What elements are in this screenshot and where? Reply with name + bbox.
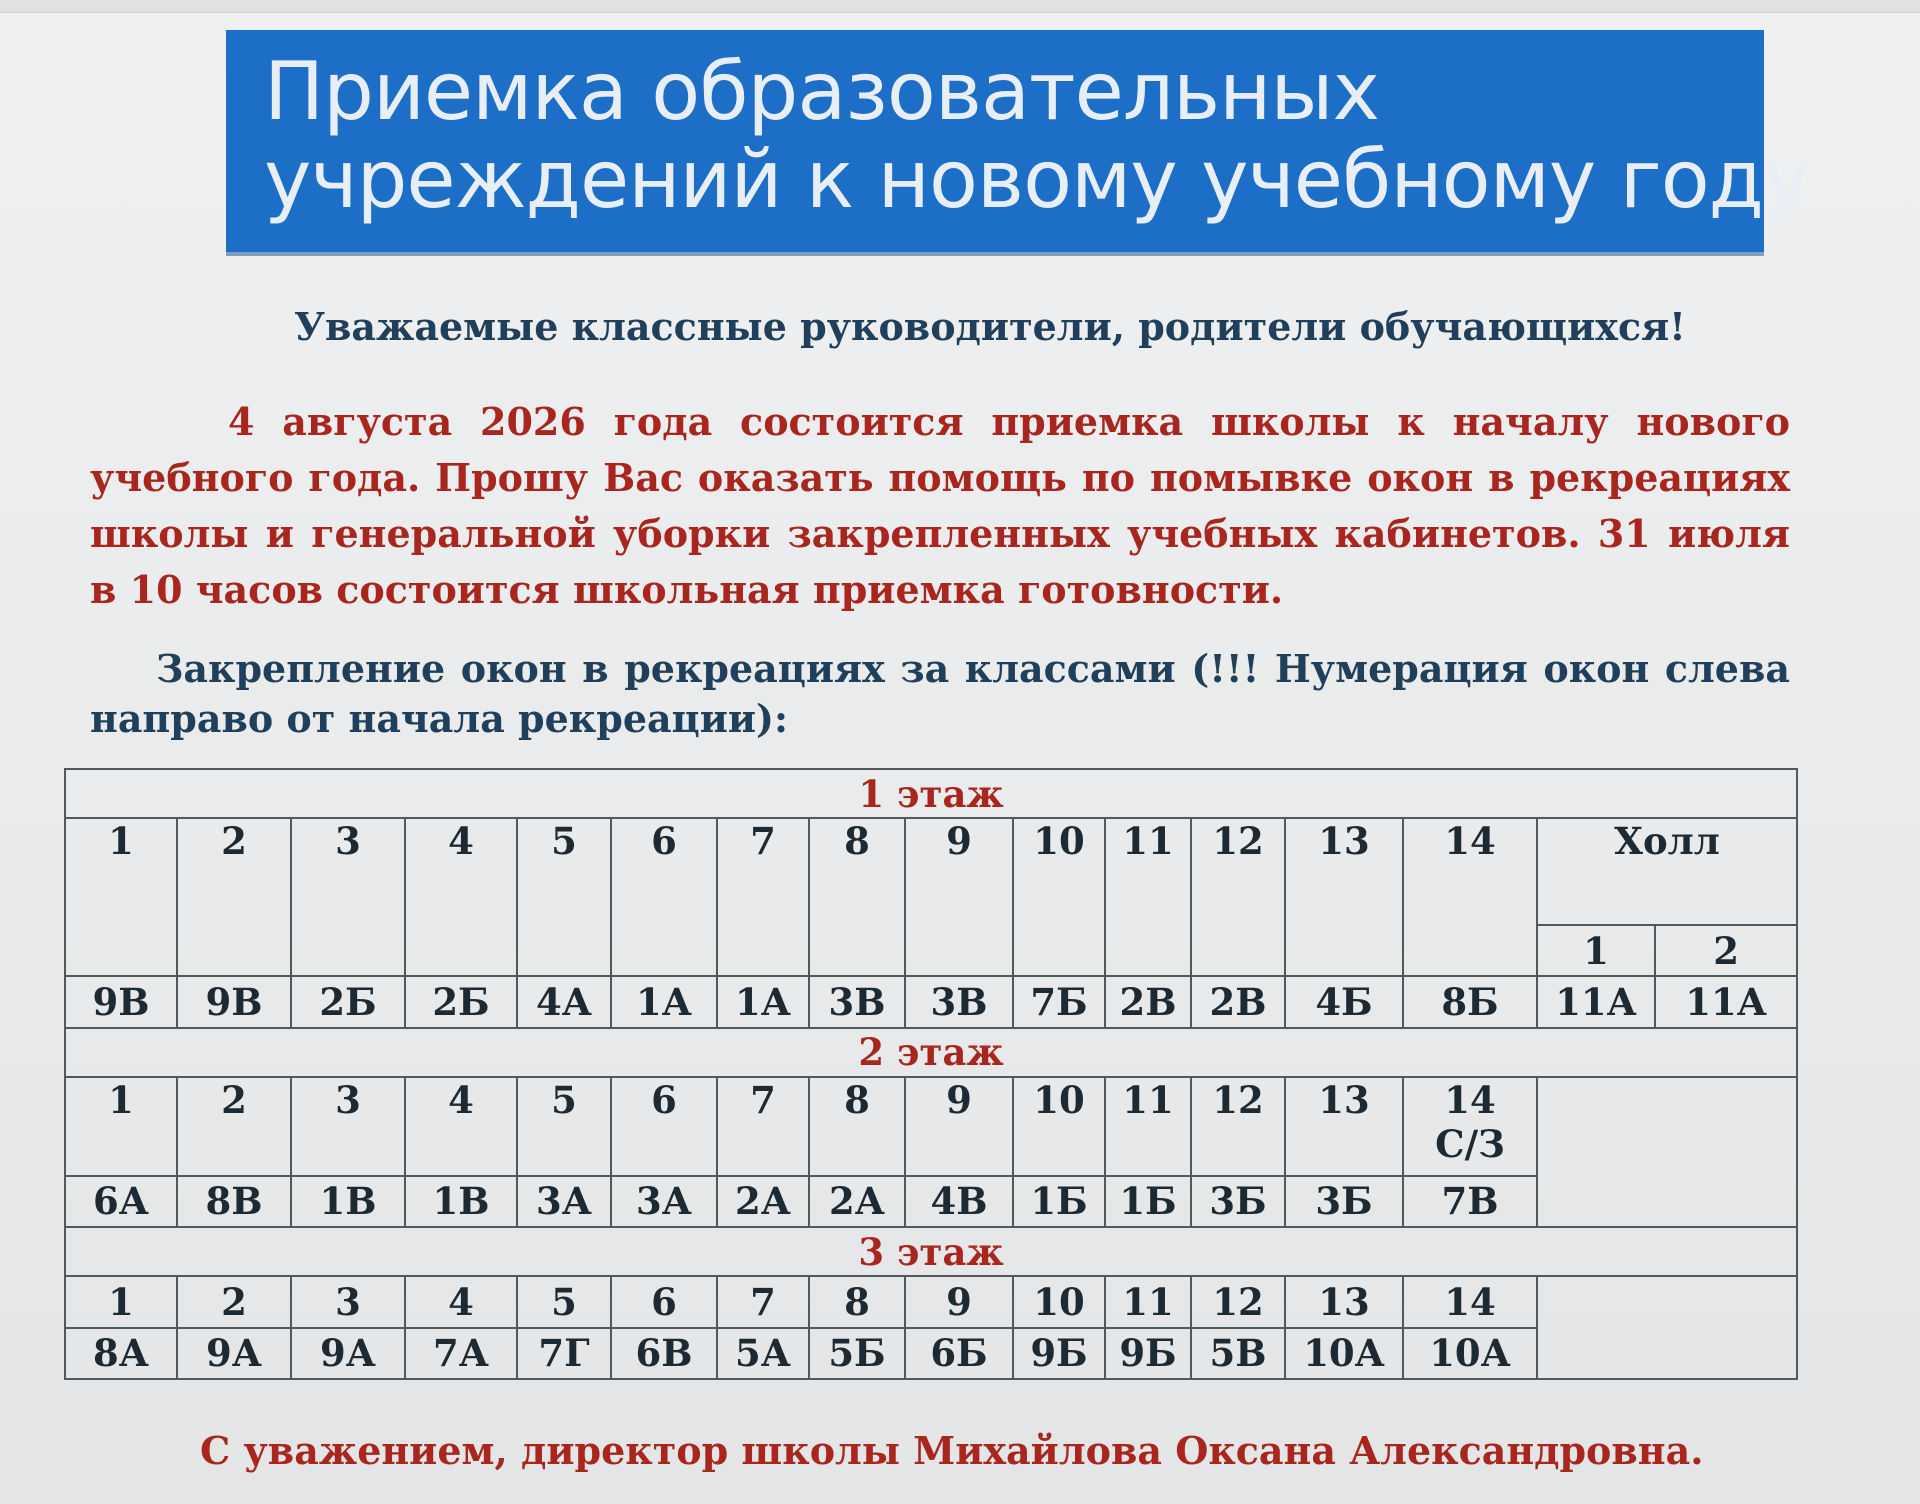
assigned-class: 2А	[717, 1176, 809, 1227]
window-numbers-row	[65, 1276, 1797, 1327]
greeting: Уважаемые классные руководители, родители обучающихся!	[294, 304, 1686, 349]
assigned-class: 4В	[905, 1176, 1013, 1227]
hall-window-number: 1	[1537, 925, 1655, 976]
window-number-text: 8	[844, 1078, 870, 1123]
assigned-class: 1Б	[1013, 1176, 1105, 1227]
floor-header-row	[65, 1227, 1797, 1276]
window-number: 2	[177, 1276, 291, 1327]
window-number: 9	[905, 818, 1013, 976]
window-number: 4	[405, 818, 517, 976]
window-number: 7	[717, 1276, 809, 1327]
assigned-class: 7Г	[517, 1328, 611, 1379]
assigned-class: 10А	[1403, 1328, 1537, 1379]
title-banner	[226, 30, 1810, 252]
hall-assigned-class: 11А	[1537, 976, 1655, 1027]
assigned-class: 7А	[405, 1328, 517, 1379]
floor-header-row	[65, 769, 1797, 818]
window-number	[1013, 1077, 1105, 1176]
window-number-text: 2	[221, 1078, 247, 1123]
banner-title-line-2: учреждений к новому учебному году	[264, 133, 1810, 226]
assigned-class: 3Б	[1191, 1176, 1285, 1227]
window-number: 14	[1403, 818, 1537, 976]
assigned-class: 2В	[1191, 976, 1285, 1027]
window-number: 14	[1403, 1276, 1537, 1327]
window-number	[611, 1077, 717, 1176]
window-number: 3	[291, 1276, 405, 1327]
notice-paragraph: 4 августа 2026 года состоится приемка школы к началу нового учебного года. Прошу Вас оказать помощь по помывке окон в рекреациях школы и генеральной уборки закрепленных учебных кабинетов. 31 июля в 10 часов состоится школьная приемка готовности.	[90, 399, 1790, 612]
window-number-text: 5	[551, 1078, 577, 1123]
window-number-text: 12	[1212, 1078, 1264, 1123]
window-number	[65, 1077, 177, 1176]
assigned-class: 8Б	[1403, 976, 1537, 1027]
window-numbers-row	[65, 1077, 1797, 1176]
window-number-text: 13	[1318, 1078, 1370, 1123]
assigned-class: 2Б	[291, 976, 405, 1027]
window-number	[517, 1077, 611, 1176]
banner-title-line-1: Приемка образовательных	[264, 45, 1379, 138]
assigned-class: 5Б	[809, 1328, 905, 1379]
gym-label: С/З	[1435, 1122, 1505, 1167]
window-number-text: 11	[1122, 1078, 1174, 1123]
window-number-text: 10	[1033, 1078, 1085, 1123]
window-number	[1403, 1077, 1537, 1176]
assigned-class: 2А	[809, 1176, 905, 1227]
window-number: 13	[1285, 1276, 1403, 1327]
window-number: 10	[1013, 818, 1105, 976]
window-number: 12	[1191, 818, 1285, 976]
assigned-class: 9Б	[1105, 1328, 1191, 1379]
assigned-class: 6А	[65, 1176, 177, 1227]
window-number: 10	[1013, 1276, 1105, 1327]
window-number: 8	[809, 1276, 905, 1327]
window-number	[1191, 1077, 1285, 1176]
window-number: 12	[1191, 1276, 1285, 1327]
window-number-text: 6	[651, 1078, 677, 1123]
assigned-class: 8А	[65, 1328, 177, 1379]
window-number: 11	[1105, 1276, 1191, 1327]
window-number	[291, 1077, 405, 1176]
window-assignment-table	[64, 768, 1798, 1380]
window-number: 1	[65, 818, 177, 976]
window-number	[405, 1077, 517, 1176]
window-number	[1285, 1077, 1403, 1176]
assigned-class: 10А	[1285, 1328, 1403, 1379]
hall-title: Холл	[1537, 818, 1797, 925]
window-number: 2	[177, 818, 291, 976]
assigned-class: 3Б	[1285, 1176, 1403, 1227]
assigned-class: 3А	[517, 1176, 611, 1227]
assigned-class: 5А	[717, 1328, 809, 1379]
assigned-class: 7В	[1403, 1176, 1537, 1227]
window-number: 11	[1105, 818, 1191, 976]
window-number-text: 9	[946, 1078, 972, 1123]
floor-header-row	[65, 1028, 1797, 1077]
window-number: 3	[291, 818, 405, 976]
assigned-class: 9В	[65, 976, 177, 1027]
window-number	[177, 1077, 291, 1176]
assigned-class: 1В	[291, 1176, 405, 1227]
assigned-class: 1А	[611, 976, 717, 1027]
assigned-class: 1В	[405, 1176, 517, 1227]
assigned-class: 8В	[177, 1176, 291, 1227]
window-number: 5	[517, 1276, 611, 1327]
assigned-class: 7Б	[1013, 976, 1105, 1027]
window-number: 1	[65, 1276, 177, 1327]
ruler	[0, 0, 1920, 13]
empty-cell	[1537, 1276, 1797, 1379]
assigned-class: 1А	[717, 976, 809, 1027]
window-number: 8	[809, 818, 905, 976]
window-number: 6	[611, 1276, 717, 1327]
assigned-class: 9Б	[1013, 1328, 1105, 1379]
windows-intro: Закрепление окон в рекреациях за классами (!!! Нумерация окон слева направо от начала рекреации):	[90, 646, 1790, 741]
assigned-class: 3В	[905, 976, 1013, 1027]
window-number: 7	[717, 818, 809, 976]
window-number-text: 7	[750, 1078, 776, 1123]
window-classes-row	[65, 976, 1797, 1027]
assigned-class: 3В	[809, 976, 905, 1027]
window-number: 5	[517, 818, 611, 976]
window-numbers-row	[65, 818, 1797, 925]
assigned-class: 2Б	[405, 976, 517, 1027]
window-number: 6	[611, 818, 717, 976]
window-number-text: 3	[335, 1078, 361, 1123]
empty-cell	[1537, 1077, 1797, 1227]
assigned-class: 9А	[291, 1328, 405, 1379]
assigned-class: 1Б	[1105, 1176, 1191, 1227]
assigned-class: 4А	[517, 976, 611, 1027]
assigned-class: 5В	[1191, 1328, 1285, 1379]
assigned-class: 9А	[177, 1328, 291, 1379]
window-number-text: 1	[108, 1078, 134, 1123]
floor-title: 2 этаж	[65, 1028, 1797, 1077]
window-number	[905, 1077, 1013, 1176]
window-number	[717, 1077, 809, 1176]
floor-title: 1 этаж	[65, 769, 1797, 818]
window-number: 9	[905, 1276, 1013, 1327]
window-number-text: 14	[1444, 1078, 1496, 1123]
floor-title: 3 этаж	[65, 1227, 1797, 1276]
assigned-class: 4Б	[1285, 976, 1403, 1027]
window-number	[809, 1077, 905, 1176]
hall-window-number: 2	[1655, 925, 1797, 976]
window-number	[1105, 1077, 1191, 1176]
hall-assigned-class: 11А	[1655, 976, 1797, 1027]
window-number: 4	[405, 1276, 517, 1327]
signature: С уважением, директор школы Михайлова Оксана Александровна.	[200, 1428, 1704, 1473]
window-number-text: 4	[448, 1078, 474, 1123]
window-number: 13	[1285, 818, 1403, 976]
assigned-class: 2В	[1105, 976, 1191, 1027]
assigned-class: 3А	[611, 1176, 717, 1227]
assigned-class: 6Б	[905, 1328, 1013, 1379]
assigned-class: 9В	[177, 976, 291, 1027]
assigned-class: 6В	[611, 1328, 717, 1379]
